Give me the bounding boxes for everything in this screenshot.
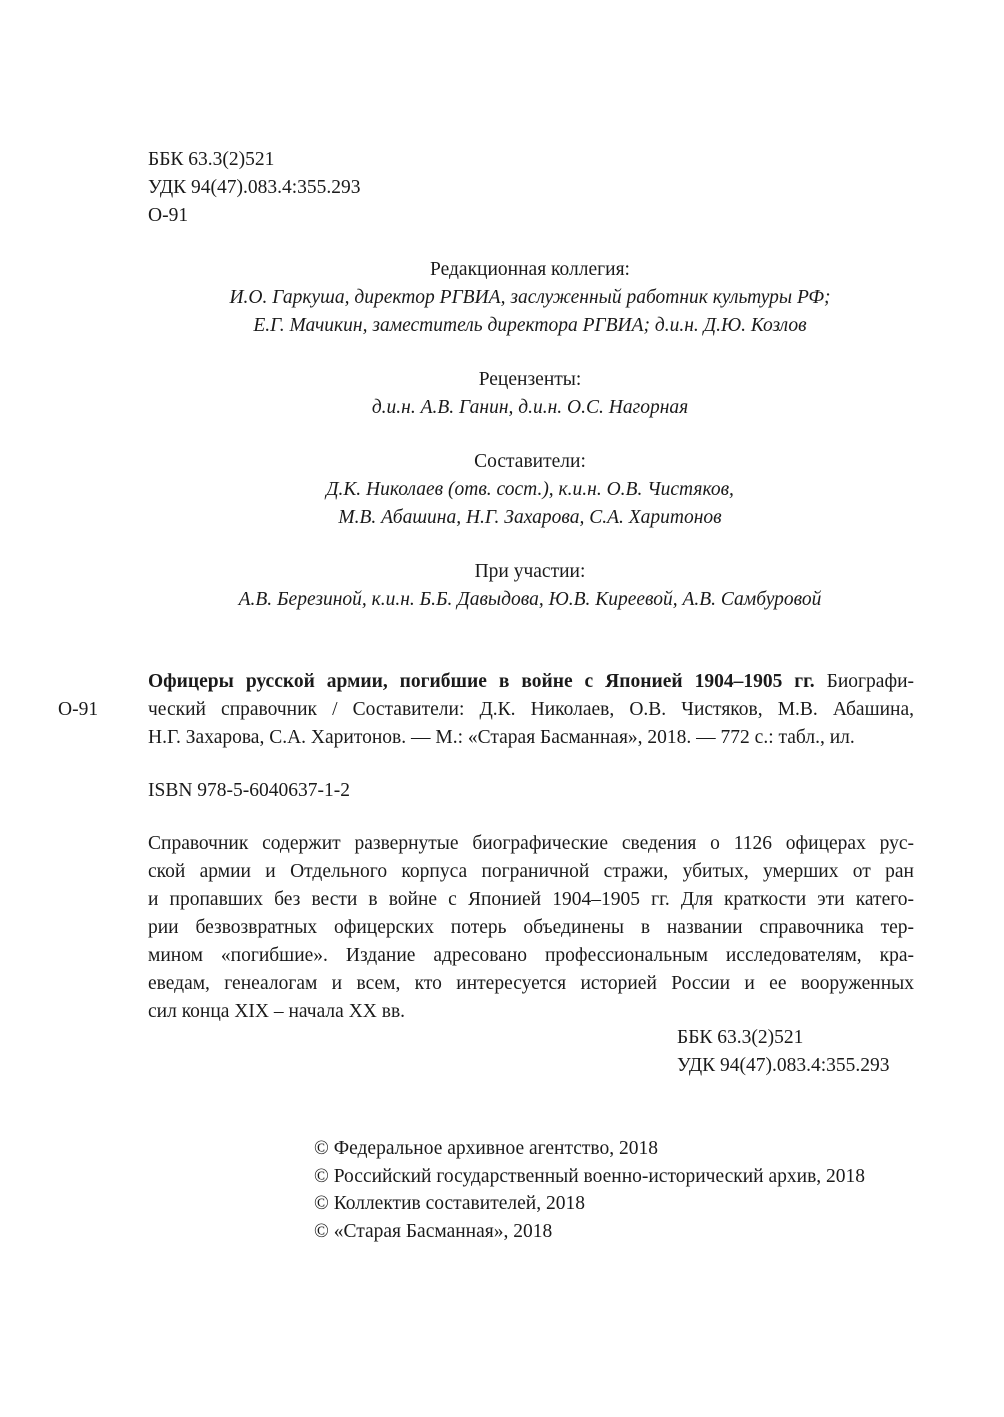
abstract [148,830,914,1026]
abstract-line: ской армии и Отдельного корпуса пограничной стражи, убитых, умерших от ран [148,861,914,882]
bibliography-line [148,668,914,696]
copyright-line: © Российский государственный военно-исторический архив, 2018 [314,1165,866,1187]
participants-heading: При участии: [474,561,586,582]
reviewers-line: д.и.н. А.В. Ганин, д.и.н. О.С. Нагорная [371,397,689,418]
bbk-code: ББК 63.3(2)521 [677,1027,804,1048]
reviewers-heading: Рецензенты: [478,369,582,390]
copyright-line: © Коллектив составителей, 2018 [314,1193,585,1214]
editorial-board-line: Е.Г. Мачикин, заместитель директора РГВИА; д.и.н. Д.Ю. Козлов [253,315,807,336]
book-title: Офицеры русской армии, погибшие в войне с Японией 1904–1905 гг. [148,671,815,692]
bbk-code: ББК 63.3(2)521 [148,149,275,170]
abstract-line: еведам, генеалогам и всем, кто интересуется историей России и ее вооруженных [148,973,914,994]
copyright-line: © Федеральное архивное агентство, 2018 [314,1138,658,1159]
abstract-line: сил конца XIX – начала XX вв. [148,1001,406,1022]
abstract-line: и пропавших без вести в войне с Японией 1904–1905 гг. Для краткости эти катего- [148,889,914,910]
isbn [148,777,350,805]
editorial-board-heading: Редакционная коллегия: [430,259,630,280]
bibliography-line: Н.Г. Захарова, С.А. Харитонов. — М.: «Старая Басманная», 2018. — 772 с.: табл., ил. [148,727,855,748]
compilers-heading: Составители: [474,451,586,472]
classification-codes-top [148,146,361,230]
abstract-line: мином «погибшие». Издание адресовано профессиональным исследователям, кра- [148,945,914,966]
classification-codes-bottom [677,1024,890,1080]
compilers-line: Д.К. Николаев (отв. сост.), к.и.н. О.В. Чистяков, [326,479,734,500]
bibliographic-record [148,668,914,752]
bibliography-side-mark: О-91 [58,699,99,720]
participants [200,558,860,614]
compilers [200,448,860,532]
compilers-line: М.В. Абашина, Н.Г. Захарова, С.А. Харитонов [338,507,722,528]
isbn-text: ISBN 978-5-6040637-1-2 [148,780,351,801]
editorial-board-line: И.О. Гаркуша, директор РГВИА, заслуженный работник культуры РФ; [229,287,831,308]
udk-code: УДК 94(47).083.4:355.293 [148,177,361,198]
abstract-line: рии безвозвратных офицерских потерь объединены в названии справочника тер- [148,917,914,938]
copyright-line: © «Старая Басманная», 2018 [314,1220,553,1242]
participants-line: А.В. Березиной, к.и.н. Б.Б. Давыдова, Ю.В. Киреевой, А.В. Самбуровой [238,589,822,610]
author-mark: О-91 [148,205,189,226]
bibliography-line: ческий справочник / Составители: Д.К. Николаев, О.В. Чистяков, М.В. Абашина, [148,699,914,720]
udk-code: УДК 94(47).083.4:355.293 [677,1055,890,1076]
reviewers [200,366,860,422]
copyright-notices [314,1135,865,1245]
abstract-line: Справочник содержит развернутые биографические сведения о 1126 офицерах рус- [148,833,914,854]
editorial-board [200,256,860,340]
bibliography-line-continuation: Биографи- [814,671,915,692]
